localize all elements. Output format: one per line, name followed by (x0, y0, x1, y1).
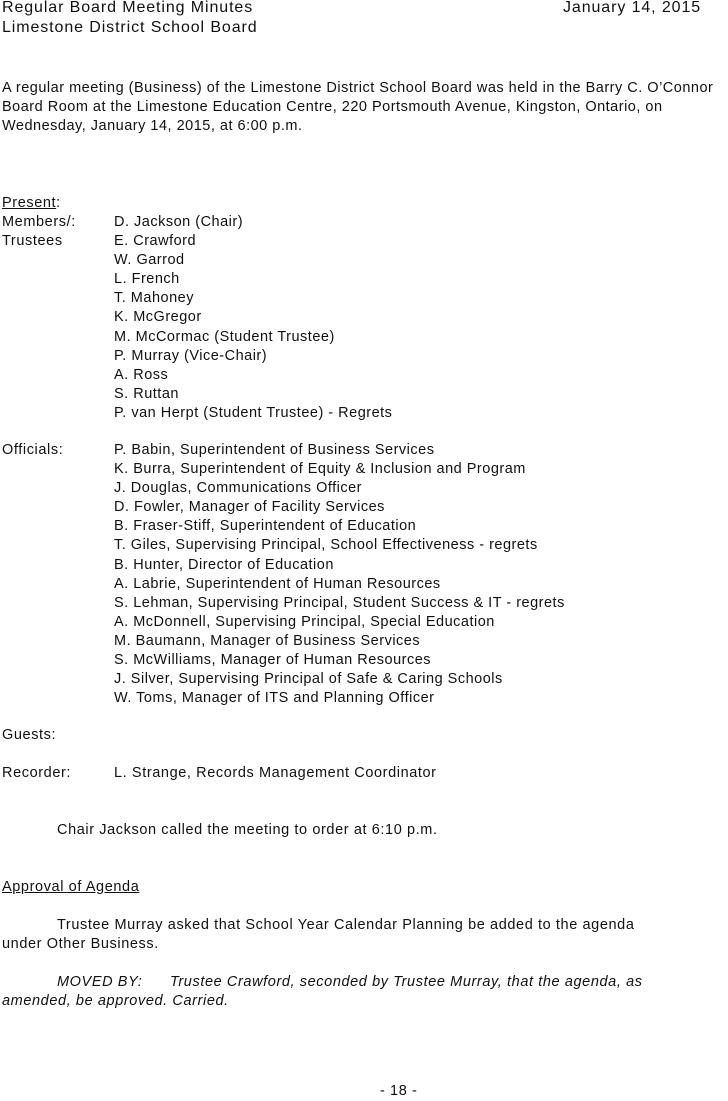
meeting-title: Regular Board Meeting Minutes (2, 0, 254, 16)
present-heading-colon: : (56, 195, 61, 211)
member-item: D. Jackson (Chair) (114, 214, 244, 230)
member-item: K. McGregor (114, 309, 202, 326)
present-heading (2, 194, 61, 213)
official-item: A. Labrie, Superintendent of Human Resources (114, 575, 441, 592)
agenda-request-line2: under Other Business. (2, 936, 159, 952)
member-item: W. Garrod (114, 252, 185, 269)
official-item: M. Baumann, Manager of Business Services (114, 632, 421, 649)
member-item: P. van Herpt (Student Trustee) - Regrets (114, 404, 393, 421)
member-item: S. Ruttan (114, 385, 179, 402)
official-item: P. Babin, Superintendent of Business Services (114, 442, 435, 458)
members-label: Members/: (2, 214, 76, 230)
member-item: A. Ross (114, 366, 169, 383)
agenda-heading: Approval of Agenda (2, 879, 140, 895)
motion-line1: Trustee Crawford, seconded by Trustee Murray, that the agenda, as (170, 974, 643, 990)
member-item: P. Murray (Vice-Chair) (114, 347, 268, 364)
board-name: Limestone District School Board (2, 19, 258, 36)
trustees-label: Trustees (2, 233, 63, 249)
officials-label: Officials: (2, 442, 64, 458)
motion-line2: amended, be approved. Carried. (2, 993, 229, 1009)
member-item: E. Crawford (114, 233, 197, 250)
official-item: J. Douglas, Communications Officer (114, 480, 363, 497)
page-number: - 18 - (380, 1083, 418, 1099)
call-to-order: Chair Jackson called the meeting to order at 6:10 p.m. (57, 822, 438, 838)
guests-label: Guests: (2, 727, 57, 743)
official-item: S. Lehman, Supervising Principal, Student Success & IT - regrets (114, 594, 565, 611)
motion-label: MOVED BY: (57, 974, 143, 990)
member-item: L. French (114, 271, 180, 288)
recorder-name: L. Strange, Records Management Coordinator (114, 765, 437, 781)
present-heading-text: Present (2, 195, 57, 211)
official-item: T. Giles, Supervising Principal, School Effectiveness - regrets (114, 537, 538, 554)
agenda-request-line1: Trustee Murray asked that School Year Calendar Planning be added to the agenda (57, 917, 635, 933)
officials-list (114, 441, 565, 708)
member-item: M. McCormac (Student Trustee) (114, 328, 335, 345)
official-item: B. Hunter, Director of Education (114, 556, 334, 573)
recorder-label: Recorder: (2, 765, 72, 781)
official-item: W. Toms, Manager of ITS and Planning Officer (114, 690, 435, 707)
official-item: A. McDonnell, Supervising Principal, Special Education (114, 613, 495, 630)
official-item: D. Fowler, Manager of Facility Services (114, 499, 385, 516)
meeting-date: January 14, 2015 (563, 0, 702, 16)
official-item: S. McWilliams, Manager of Human Resources (114, 652, 432, 669)
intro-paragraph: A regular meeting (Business) of the Limestone District School Board was held in the Barry C. O’Connor Board Room at the Limestone Education Centre, 220 Portsmouth Avenue, Kingston, Ontario, on Wednesday, January 14, 2015, at 6:00 p.m. (2, 80, 714, 134)
official-item: K. Burra, Superintendent of Equity & Inclusion and Program (114, 461, 526, 478)
members-list (114, 213, 392, 423)
official-item: B. Fraser-Stiff, Superintendent of Education (114, 518, 417, 535)
official-item: J. Silver, Supervising Principal of Safe & Caring Schools (114, 671, 503, 688)
member-item: T. Mahoney (114, 290, 194, 307)
